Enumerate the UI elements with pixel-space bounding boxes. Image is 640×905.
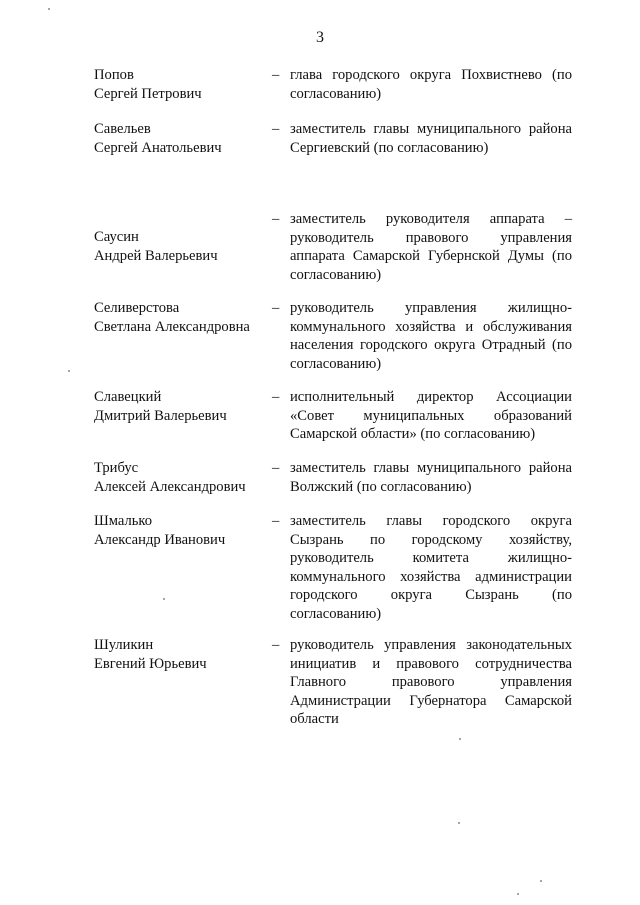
entry-dash: – [272,67,280,83]
member-surname: Саусин [94,229,139,245]
member-name [94,228,274,265]
member-name [94,636,274,673]
member-given-names: Дмитрий Валерьевич [94,407,227,424]
member-surname: Трибус [94,460,139,476]
member-role: заместитель руководителя аппарата – руководитель правового управления аппарата Самарской Губернской Думы (по согласованию) [290,211,572,283]
entry-dash: – [272,637,280,653]
entry-dash: – [272,513,280,529]
member-role: заместитель главы городского округа Сызрань по городскому хозяйству, руководитель комитета жилищно-коммунального хозяйства администрации городского округа Сызрань (по согласованию) [290,513,572,622]
entry-dash: – [272,460,280,476]
scan-speck [517,893,519,895]
member-given-names: Андрей Валерьевич [94,247,218,264]
member-name [94,66,274,103]
member-role: руководитель управления жилищно-коммунального хозяйства и обслуживания населения городского округа Отрадный (по согласованию) [290,300,572,372]
entry-dash: – [272,389,280,405]
member-given-names: Александр Иванович [94,531,226,548]
member-role: глава городского округа Похвистнево (по согласованию) [290,67,572,102]
member-name [94,459,274,496]
member-surname: Шмалько [94,513,153,529]
scan-speck [48,8,50,10]
entry-dash: – [272,211,280,227]
member-surname: Савельев [94,121,151,137]
member-given-names: Алексей Александрович [94,478,246,495]
member-role: руководитель управления законодательных инициатив и правового сотрудничества Главного правового управления Администрации Губернатора Самарской области [290,637,572,728]
member-name [94,388,274,425]
entry-dash: – [272,300,280,316]
scan-speck [459,738,461,740]
scan-speck [163,598,165,600]
member-surname: Шуликин [94,637,154,653]
scan-speck [540,880,542,882]
member-role: исполнительный директор Ассоциации «Совет муниципальных образований Самарской области» (по согласованию) [290,389,572,443]
member-surname: Селиверстова [94,300,180,316]
scan-speck [458,822,460,824]
member-given-names: Светлана Александровна [94,318,250,335]
member-role: заместитель главы муниципального района Сергиевский (по согласованию) [290,121,572,156]
member-surname: Попов [94,67,134,83]
member-role: заместитель главы муниципального района Волжский (по согласованию) [290,460,572,495]
member-name [94,512,274,549]
member-given-names: Сергей Анатольевич [94,139,222,156]
member-given-names: Евгений Юрьевич [94,655,207,672]
entry-dash: – [272,121,280,137]
member-surname: Славецкий [94,389,162,405]
member-given-names: Сергей Петрович [94,85,202,102]
page-number: 3 [316,29,324,46]
scan-speck [68,370,70,372]
member-name [94,299,274,336]
member-name [94,120,274,157]
